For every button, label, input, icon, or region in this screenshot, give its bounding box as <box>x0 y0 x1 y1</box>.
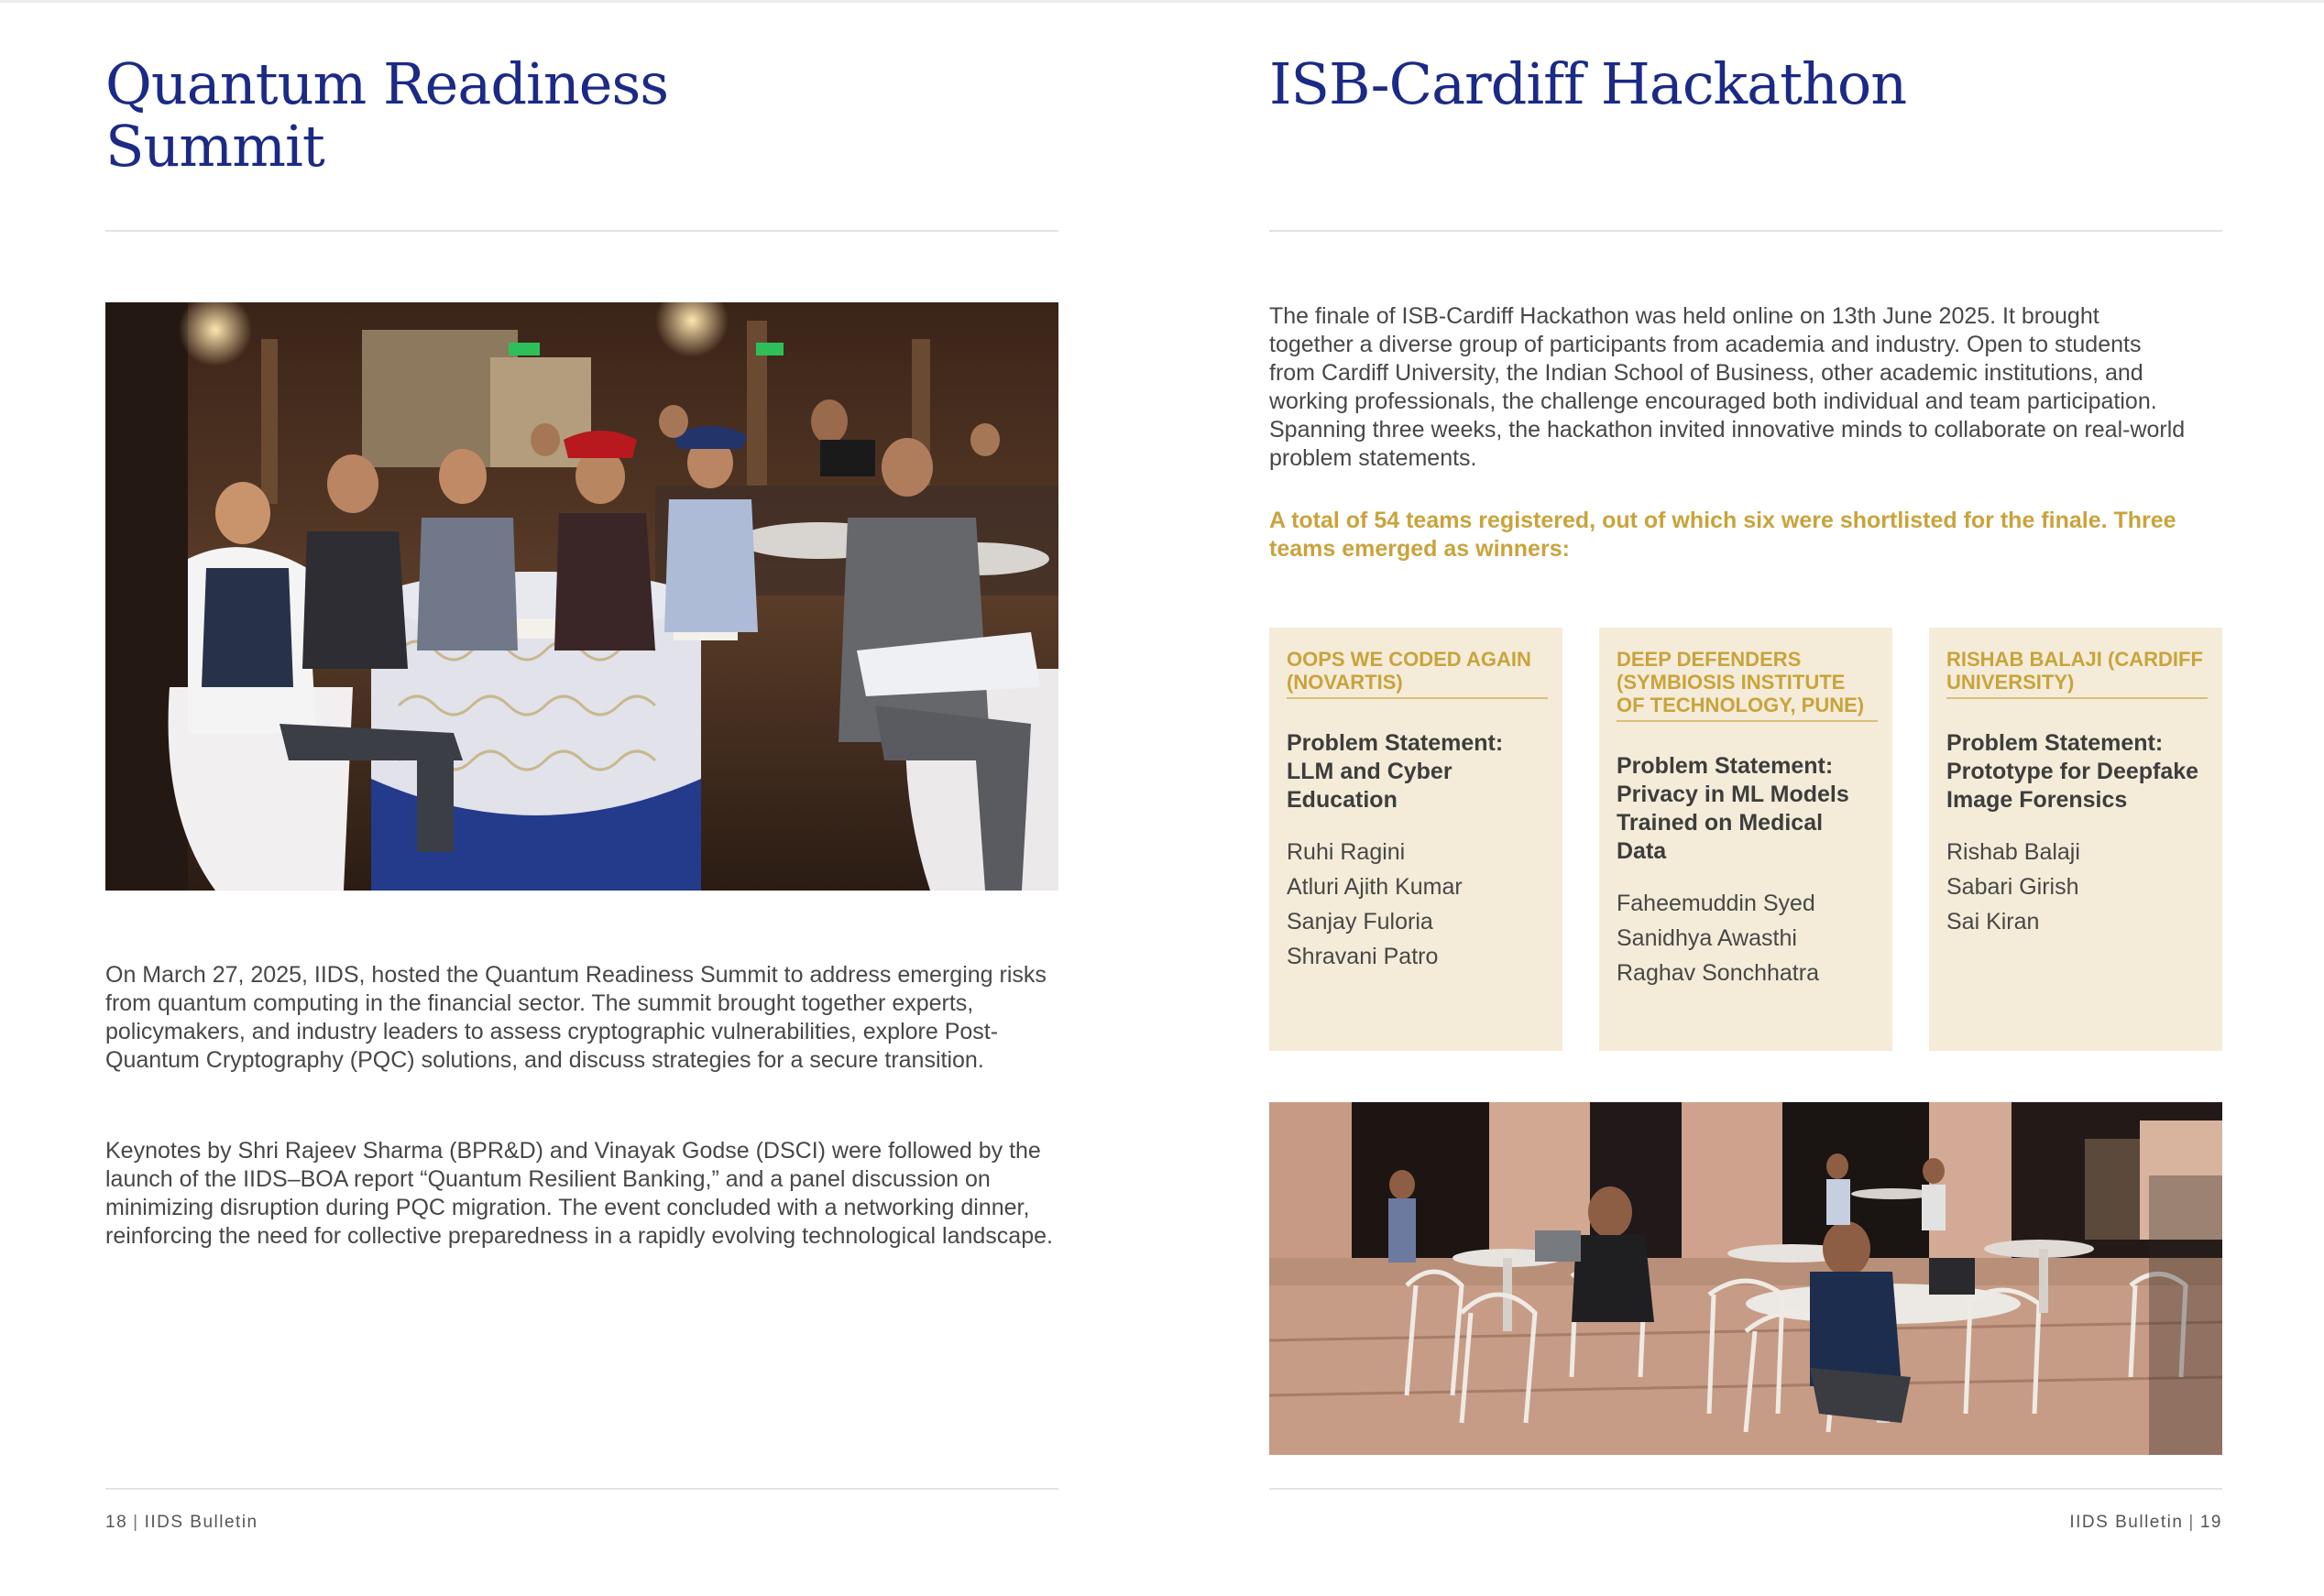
title-divider <box>105 230 1058 232</box>
card-team-name: RISHAB BALAJI (CARDIFF UNIVERSITY) <box>1946 648 2208 699</box>
winner-card <box>1599 628 1892 1051</box>
footer-separator: | <box>133 1513 139 1532</box>
winner-cards <box>1269 628 2222 1051</box>
page-footer <box>105 1513 258 1533</box>
card-team-name: DEEP DEFENDERS (SYMBIOSIS INSTITUTE OF TECHNOLOGY, PUNE) <box>1617 648 1878 722</box>
summit-paragraph-1: On March 27, 2025, IIDS, hosted the Quantum Readiness Summit to address emerging risks from quantum computing in the financial sector. The summit brought together experts, policymakers, and industry leaders to assess cryptographic vulnerabilities, explore Post-Quantum Cryptography (PQC) solutions, and discuss strategies for a secure transition. <box>105 962 1047 1073</box>
card-members <box>1617 886 1878 990</box>
title-divider <box>1269 230 2222 232</box>
team-member: Rishab Balaji <box>1946 839 2080 865</box>
card-team-name: OOPS WE CODED AGAIN (NOVARTIS) <box>1287 648 1548 699</box>
page-title <box>105 50 1058 180</box>
left-page <box>105 0 1058 1596</box>
right-page <box>1269 0 2222 1596</box>
publication-name: IIDS Bulletin <box>144 1513 258 1532</box>
page-number: 18 <box>105 1513 128 1532</box>
winner-card <box>1929 628 2222 1051</box>
card-members <box>1946 835 2208 939</box>
card-problem-statement: Problem Statement: LLM and Cyber Education <box>1287 730 1504 813</box>
page-title: ISB-Cardiff Hackathon <box>1269 50 1907 117</box>
team-member: Faheemuddin Syed <box>1617 891 1815 916</box>
team-member: Sabari Girish <box>1946 874 2079 900</box>
team-member: Atluri Ajith Kumar <box>1287 874 1463 900</box>
page-footer <box>2069 1513 2222 1533</box>
team-member: Raghav Sonchhatra <box>1617 960 1819 986</box>
title-line-2: Summit <box>105 113 324 180</box>
publication-name: IIDS Bulletin <box>2069 1513 2184 1532</box>
conference-photo-icon <box>105 302 1058 891</box>
title-line-1: Quantum Readiness <box>105 50 669 117</box>
hackathon-intro: The finale of ISB-Cardiff Hackathon was held online on 13th June 2025. It brought together a diverse group of participants from academia and industry. Open to students from Cardiff University, the Indian School of Business, other academic institutions, and working professionals, the challenge encouraged both individual and team participation. Spanning three weeks, the hackathon invited innovative minds to collaborate on real-world problem statements. <box>1269 303 2186 471</box>
card-problem-statement: Problem Statement: Prototype for Deepfake Image Forensics <box>1946 730 2199 813</box>
summit-paragraph-2: Keynotes by Shri Rajeev Sharma (BPR&D) and Vinayak Godse (DSCI) were followed by the launch of the IIDS–BOA report “Quantum Resilient Banking,” and a panel discussion on minimizing disruption during PQC migration. The event concluded with a networking dinner, reinforcing the need for collective preparedness in a rapidly evolving technological landscape. <box>105 1138 1053 1249</box>
footer-divider <box>1269 1488 2222 1490</box>
team-member: Sanidhya Awasthi <box>1617 925 1797 951</box>
team-member: Ruhi Ragini <box>1287 839 1406 865</box>
card-problem-statement: Problem Statement: Privacy in ML Models Trained on Medical Data <box>1617 753 1849 864</box>
team-member: Sai Kiran <box>1946 909 2040 935</box>
winner-card <box>1269 628 1562 1051</box>
card-members <box>1287 835 1548 974</box>
hackathon-highlight: A total of 54 teams registered, out of which six were shortlisted for the finale. Three teams emerged as winners: <box>1269 508 2176 562</box>
footer-divider <box>105 1488 1058 1490</box>
footer-separator: | <box>2188 1513 2195 1532</box>
team-member: Sanjay Fuloria <box>1287 909 1433 935</box>
page-number: 19 <box>2199 1513 2222 1532</box>
team-member: Shravani Patro <box>1287 944 1439 969</box>
courtyard-photo-icon <box>1269 1102 2222 1455</box>
